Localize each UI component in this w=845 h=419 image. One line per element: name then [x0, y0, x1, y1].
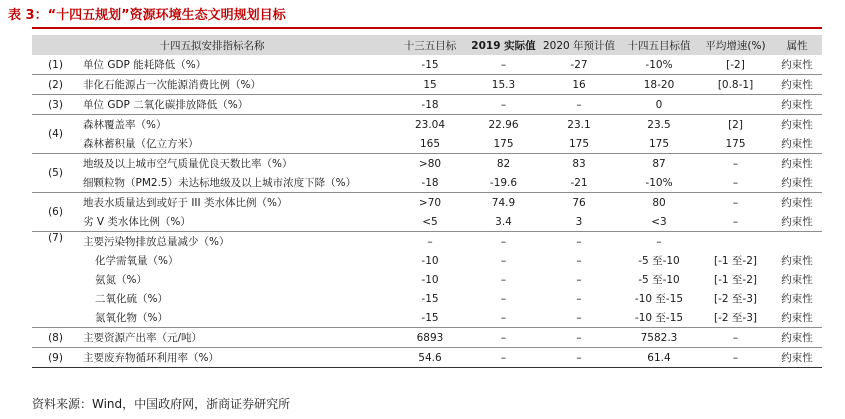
- row-name: 劣 V 类水体比例（%）: [79, 212, 392, 232]
- cell-14th: 80: [652, 196, 666, 209]
- table-row: [32, 289, 822, 308]
- row-name: 森林覆盖率（%）: [83, 119, 167, 131]
- cell-2019: –: [500, 254, 507, 267]
- row-name: 地级及以上城市空气质量优良天数比率（%）: [83, 158, 293, 170]
- cell-2020: –: [576, 235, 582, 248]
- cell-13th: <5: [392, 212, 468, 232]
- table-row: [32, 251, 822, 270]
- cell-14th: 23.5: [647, 118, 671, 131]
- cell-13th: -15: [421, 292, 439, 305]
- cell-14th: -10 至-15: [619, 308, 699, 328]
- table-row: [32, 95, 822, 115]
- cell-2019: -19.6: [468, 173, 539, 193]
- group-label: (4): [32, 115, 79, 154]
- cell-14th: -5 至-10: [638, 255, 680, 267]
- cell-attr: 约束性: [772, 212, 822, 232]
- header-row: [32, 35, 822, 55]
- cell-2020: 76: [572, 196, 586, 209]
- table-row: [32, 55, 822, 75]
- cell-growth: –: [732, 157, 739, 170]
- cell-14th: -10 至-15: [634, 293, 684, 305]
- cell-2019: –: [500, 235, 507, 248]
- table-row: [32, 154, 822, 174]
- cell-growth: –: [699, 173, 772, 193]
- cell-2020: 3: [539, 212, 619, 232]
- cell-growth: [-1 至-2]: [714, 255, 757, 267]
- cell-13th: 15: [392, 75, 468, 95]
- cell-attr: 约束性: [772, 308, 822, 328]
- row-name: 森林蓄积量（亿立方米）: [79, 134, 392, 154]
- cell-2020: -27: [539, 55, 619, 75]
- header-growth: 平均增速(%): [699, 35, 772, 55]
- table-row: [32, 212, 822, 232]
- row-name: 氮氧化物（%）: [79, 308, 392, 328]
- cell-growth: –: [699, 328, 772, 348]
- cell-13th: -15: [392, 308, 468, 328]
- cell-14th: -10%: [619, 173, 699, 193]
- group-label: (3): [32, 95, 79, 115]
- cell-2020: –: [539, 328, 619, 348]
- cell-13th: 165: [392, 134, 468, 154]
- group-label: (7): [32, 232, 79, 328]
- table-row: [32, 193, 822, 213]
- row-name: 二氧化硫（%）: [95, 293, 168, 305]
- header-2019: 2019 实际值: [468, 35, 539, 55]
- cell-2019: 15.3: [468, 75, 539, 95]
- cell-2019: –: [468, 55, 539, 75]
- row-name: 主要污染物排放总量减少（%）: [83, 236, 230, 248]
- cell-2019: –: [500, 292, 507, 305]
- row-name: 非化石能源占一次能源消费比例（%）: [79, 75, 392, 95]
- cell-2019: –: [468, 308, 539, 328]
- row-name: 主要废弃物循环利用率（%）: [79, 348, 392, 368]
- cell-attr: 约束性: [772, 75, 822, 95]
- group-label: (2): [32, 75, 79, 95]
- cell-2020: –: [539, 95, 619, 115]
- cell-14th: 61.4: [619, 348, 699, 368]
- cell-attr: [772, 232, 822, 252]
- cell-2020: –: [539, 348, 619, 368]
- row-name: 细颗粒物（PM2.5）未达标地级及以上城市浓度下降（%）: [79, 173, 392, 193]
- cell-14th: 7582.3: [619, 328, 699, 348]
- cell-2020: 23.1: [567, 118, 591, 131]
- cell-14th: 18-20: [619, 75, 699, 95]
- row-name: 主要资源产出率（元/吨）: [79, 328, 392, 348]
- table-row: [32, 270, 822, 289]
- cell-2020: –: [576, 273, 582, 286]
- group-label: (5): [32, 154, 79, 193]
- cell-2020: 83: [572, 157, 586, 170]
- table-row: [32, 328, 822, 348]
- cell-attr: 约束性: [772, 134, 822, 154]
- table-title: 表 3：“十四五规划”资源环境生态文明规划目标: [8, 8, 286, 23]
- cell-growth: [-2 至-3]: [714, 293, 757, 305]
- cell-attr: 约束性: [781, 274, 813, 286]
- cell-14th: -10%: [619, 55, 699, 75]
- table-row: [32, 308, 822, 328]
- group-label: (8): [32, 328, 79, 348]
- row-name: 单位 GDP 能耗降低（%）: [79, 55, 392, 75]
- cell-2019: 82: [496, 157, 511, 170]
- cell-2020: 175: [539, 134, 619, 154]
- cell-13th: 23.04: [414, 118, 446, 131]
- header-attr: 属性: [772, 35, 822, 55]
- cell-growth: [-2]: [699, 55, 772, 75]
- table-row: [32, 115, 822, 135]
- cell-growth: [0.8-1]: [699, 75, 772, 95]
- cell-growth: –: [699, 212, 772, 232]
- cell-13th: >80: [418, 157, 442, 170]
- cell-13th: >70: [418, 196, 442, 209]
- cell-attr: 约束性: [781, 255, 813, 267]
- table-row: [32, 348, 822, 368]
- group-label: (6): [32, 193, 79, 232]
- cell-2019: 3.4: [468, 212, 539, 232]
- cell-2019: 175: [468, 134, 539, 154]
- row-name: 氨氮（%）: [95, 274, 147, 286]
- cell-attr: 约束性: [781, 119, 813, 131]
- cell-14th: 0: [619, 95, 699, 115]
- cell-attr: 约束性: [772, 95, 822, 115]
- cell-14th: 87: [652, 157, 666, 170]
- cell-2019: 74.9: [491, 196, 516, 209]
- cell-growth: [699, 95, 772, 115]
- cell-13th: 6893: [392, 328, 468, 348]
- header-13th: 十三五目标: [392, 35, 468, 55]
- group-label: (1): [32, 55, 79, 75]
- cell-2019: –: [500, 273, 507, 286]
- cell-growth: –: [699, 348, 772, 368]
- cell-growth: –: [732, 196, 739, 209]
- row-name: 单位 GDP 二氧化碳排放降低（%）: [79, 95, 392, 115]
- cell-growth: 175: [699, 134, 772, 154]
- cell-14th: 175: [619, 134, 699, 154]
- header-14th: 十四五目标值: [619, 35, 699, 55]
- source-note: 资料来源：Wind，中国政府网，浙商证券研究所: [32, 397, 291, 411]
- cell-2020: –: [576, 254, 582, 267]
- title-rule: [32, 27, 822, 29]
- cell-14th: –: [656, 235, 662, 248]
- table-row: [32, 75, 822, 95]
- cell-2020: 16: [539, 75, 619, 95]
- row-name: 化学需氧量（%）: [95, 255, 179, 267]
- cell-13th: -18: [392, 173, 468, 193]
- cell-13th: -15: [392, 55, 468, 75]
- row-name: 地表水质量达到或好于 III 类水体比例（%）: [83, 197, 288, 209]
- cell-2019: –: [468, 328, 539, 348]
- cell-attr: 约束性: [772, 55, 822, 75]
- cell-attr: 约束性: [772, 173, 822, 193]
- cell-13th: –: [427, 235, 433, 248]
- cell-2019: 22.96: [488, 118, 519, 131]
- cell-14th: -5 至-10: [638, 274, 680, 286]
- cell-attr: 约束性: [772, 348, 822, 368]
- cell-2020: –: [539, 308, 619, 328]
- table-row: [32, 173, 822, 193]
- cell-2020: –: [576, 292, 582, 305]
- header-name: 十四五拟安排指标名称: [32, 35, 392, 55]
- header-2020: 2020 年预计值: [539, 35, 619, 55]
- cell-13th: 54.6: [392, 348, 468, 368]
- targets-table: [32, 35, 822, 368]
- cell-attr: 约束性: [781, 293, 813, 305]
- cell-growth: [-1 至-2]: [714, 274, 757, 286]
- cell-growth: [-2 至-3]: [699, 308, 772, 328]
- cell-growth: [2]: [728, 118, 743, 131]
- cell-13th: -18: [392, 95, 468, 115]
- table-row: [32, 232, 822, 252]
- group-label: (9): [32, 348, 79, 368]
- cell-2019: –: [468, 95, 539, 115]
- cell-2019: –: [468, 348, 539, 368]
- cell-13th: -10: [421, 273, 439, 286]
- table-row: [32, 134, 822, 154]
- cell-13th: -10: [421, 254, 439, 267]
- cell-14th: <3: [619, 212, 699, 232]
- cell-attr: 约束性: [781, 197, 813, 209]
- cell-attr: 约束性: [772, 328, 822, 348]
- cell-growth: [699, 232, 772, 252]
- cell-2020: -21: [539, 173, 619, 193]
- cell-attr: 约束性: [781, 158, 813, 170]
